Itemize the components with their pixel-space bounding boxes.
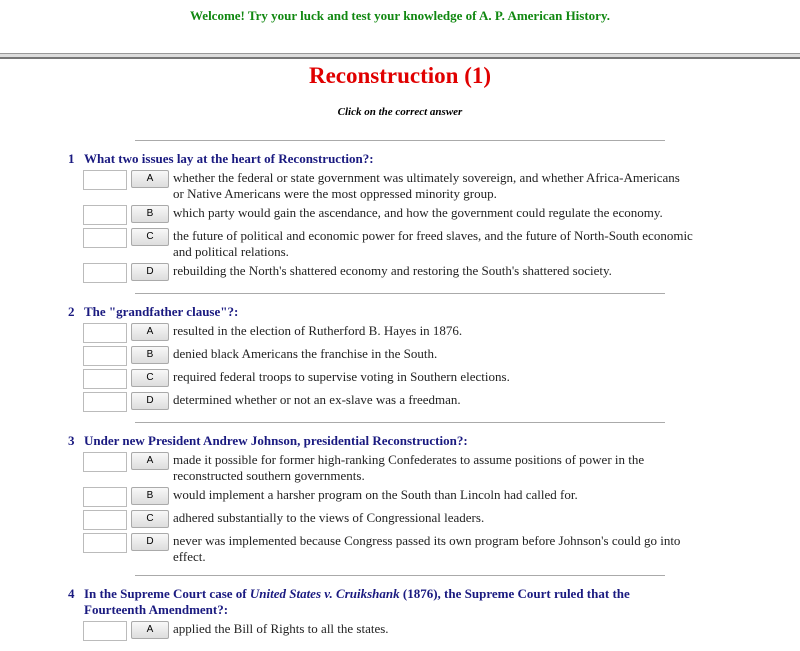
- answer-button-d[interactable]: D: [131, 533, 169, 551]
- divider: [135, 422, 665, 423]
- question-text: [84, 151, 374, 167]
- question-block: [0, 304, 800, 412]
- answer-row: [83, 170, 693, 202]
- answer-text: applied the Bill of Rights to all the states.: [173, 621, 389, 636]
- page-title: Reconstruction (1): [308, 63, 492, 88]
- answer-text: whether the federal or state government was ultimately sovereign, and whether Africa-Americans or Native Americans were the most oppressed minority group.: [173, 170, 680, 201]
- answer-result-field[interactable]: [83, 533, 127, 553]
- question-text-content: The "grandfather clause"?:: [84, 304, 239, 319]
- answer-result-field[interactable]: [83, 170, 127, 190]
- instructions: Click on the correct answer: [337, 106, 463, 118]
- answer-row: [83, 510, 693, 530]
- question-block: [0, 586, 800, 641]
- question: [68, 304, 688, 320]
- question-text: [84, 304, 238, 320]
- answer-button-a[interactable]: A: [131, 323, 169, 341]
- answer-row: [83, 487, 693, 507]
- answer-button-d[interactable]: D: [131, 263, 169, 281]
- answer-result-field[interactable]: [83, 369, 127, 389]
- answer-result-field[interactable]: [83, 392, 127, 412]
- case-name: United States v. Cruikshank: [249, 586, 400, 601]
- answer-button-b[interactable]: B: [131, 346, 169, 364]
- question: [68, 586, 688, 618]
- question-text-content: What two issues lay at the heart of Reconstruction?:: [84, 151, 374, 166]
- question-text: [84, 586, 688, 618]
- question-block: [0, 433, 800, 565]
- answer-text: never was implemented because Congress passed its own program before Johnson's could go into effect.: [173, 533, 681, 564]
- answer-button-b[interactable]: B: [131, 487, 169, 505]
- question-text-after: (1876), the Supreme Court ruled that the Fourteenth Amendment?:: [84, 586, 630, 617]
- answer-text: determined whether or not an ex-slave was a freedman.: [173, 392, 461, 407]
- answer-button-a[interactable]: A: [131, 621, 169, 639]
- answer-row: [83, 323, 693, 343]
- header-divider: [0, 53, 800, 59]
- answer-row: [83, 533, 693, 565]
- answer-result-field[interactable]: [83, 323, 127, 343]
- question-text-before: In the Supreme Court case of: [84, 586, 250, 601]
- question-text-content: Under new President Andrew Johnson, presidential Reconstruction?:: [84, 433, 468, 448]
- answer-text: resulted in the election of Rutherford B. Hayes in 1876.: [173, 323, 463, 338]
- answer-row: [83, 452, 693, 484]
- answer-row: [83, 205, 693, 225]
- divider: [135, 575, 665, 576]
- answer-button-a[interactable]: A: [131, 452, 169, 470]
- answer-text: denied black Americans the franchise in the South.: [173, 346, 438, 361]
- answer-button-c[interactable]: C: [131, 510, 169, 528]
- quiz: [0, 140, 800, 651]
- answer-text: rebuilding the North's shattered economy and restoring the South's shattered society.: [173, 263, 612, 278]
- answer-result-field[interactable]: [83, 346, 127, 366]
- welcome-banner: Welcome! Try your luck and test your knowledge of A. P. American History.: [190, 8, 610, 23]
- answer-result-field[interactable]: [83, 228, 127, 248]
- answer-row: [83, 228, 693, 260]
- question-number: 3: [68, 433, 75, 448]
- question-number: 2: [68, 304, 75, 319]
- answer-result-field[interactable]: [83, 263, 127, 283]
- answer-text: required federal troops to supervise voting in Southern elections.: [173, 369, 510, 384]
- answer-row: [83, 369, 693, 389]
- answer-row: [83, 346, 693, 366]
- question-text: [84, 433, 468, 449]
- answer-result-field[interactable]: [83, 452, 127, 472]
- answer-text: made it possible for former high-ranking Confederates to assume positions of power in the reconstructed southern governments.: [173, 452, 645, 483]
- question: [68, 151, 688, 167]
- answer-result-field[interactable]: [83, 621, 127, 641]
- answer-button-b[interactable]: B: [131, 205, 169, 223]
- question-number: 1: [68, 151, 75, 166]
- divider: [135, 140, 665, 141]
- answer-row: [83, 263, 693, 283]
- answer-result-field[interactable]: [83, 205, 127, 225]
- answer-button-c[interactable]: C: [131, 369, 169, 387]
- divider: [135, 293, 665, 294]
- answer-text: would implement a harsher program on the South than Lincoln had called for.: [173, 487, 578, 502]
- question: [68, 433, 688, 449]
- answer-button-c[interactable]: C: [131, 228, 169, 246]
- answer-result-field[interactable]: [83, 510, 127, 530]
- question-number: 4: [68, 586, 75, 601]
- question-block: [0, 151, 800, 283]
- answer-text: the future of political and economic power for freed slaves, and the future of North-South economic and political relations.: [173, 228, 693, 259]
- answer-row: [83, 392, 693, 412]
- answer-text: which party would gain the ascendance, and how the government could regulate the economy.: [173, 205, 663, 220]
- answer-button-a[interactable]: A: [131, 170, 169, 188]
- answer-text: adhered substantially to the views of Congressional leaders.: [173, 510, 485, 525]
- answer-row: [83, 621, 693, 641]
- answer-result-field[interactable]: [83, 487, 127, 507]
- answer-button-d[interactable]: D: [131, 392, 169, 410]
